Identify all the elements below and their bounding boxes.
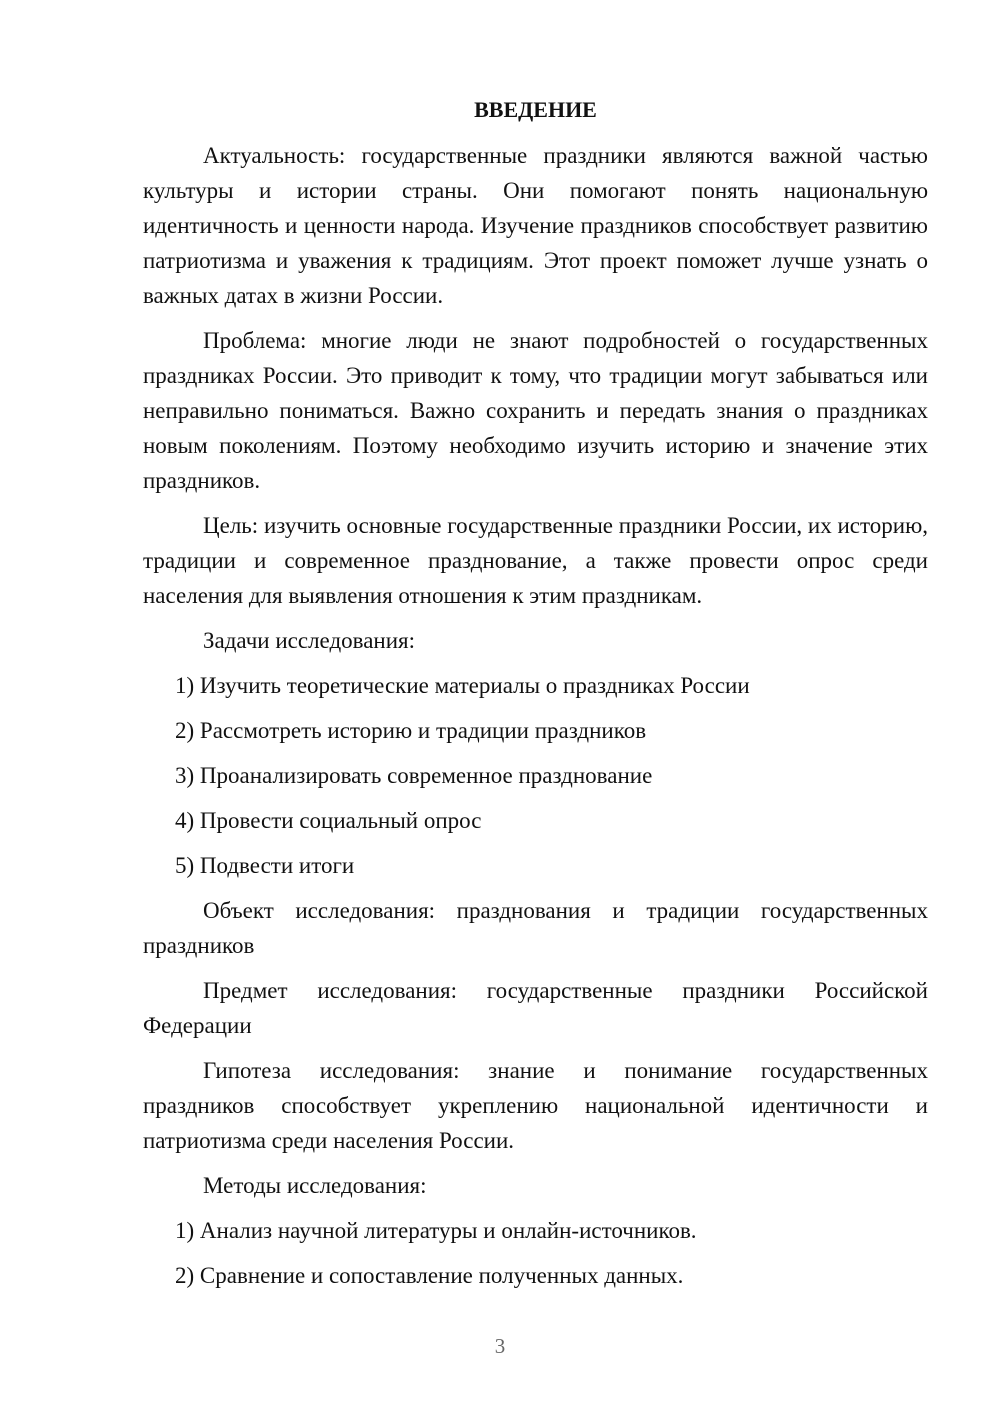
page-number: 3 bbox=[494, 1334, 506, 1358]
list-item: 1) Анализ научной литературы и онлайн-источников. bbox=[175, 1218, 697, 1243]
list-item: 2) Сравнение и сопоставление полученных данных. bbox=[175, 1263, 684, 1288]
methods-heading: Методы исследования: bbox=[203, 1173, 427, 1198]
list-item: 1) Изучить теоретические материалы о праздниках России bbox=[175, 673, 750, 698]
relevance-paragraph: Актуальность: государственные праздники являются важной частью культуры и истории страны. Они помогают понять национальную идентичность и ценности народа. Изучение праздников способствует развитию патриотизма и уважения к традициям. Этот проект поможет лучше узнать о важных датах в жизни России. bbox=[143, 143, 928, 308]
list-item: 3) Проанализировать современное празднование bbox=[175, 763, 653, 788]
methods-list bbox=[143, 1213, 928, 1293]
goal-paragraph: Цель: изучить основные государственные праздники России, их историю, традиции и современное празднование, а также провести опрос среди населения для выявления отношения к этим праздникам. bbox=[143, 513, 928, 608]
tasks-list bbox=[143, 668, 928, 883]
section-title: ВВЕДЕНИЕ bbox=[474, 97, 597, 122]
list-item: 2) Рассмотреть историю и традиции праздников bbox=[175, 718, 647, 743]
list-item: 5) Подвести итоги bbox=[175, 853, 355, 878]
hypothesis-paragraph: Гипотеза исследования: знание и понимание государственных праздников способствует укреплению национальной идентичности и патриотизма среди населения России. bbox=[143, 1058, 928, 1153]
tasks-heading: Задачи исследования: bbox=[203, 628, 416, 653]
problem-paragraph: Проблема: многие люди не знают подробностей о государственных праздниках России. Это приводит к тому, что традиции могут забываться или неправильно пониматься. Важно сохранить и передать знания о праздниках новым поколениям. Поэтому необходимо изучить историю и значение этих праздников. bbox=[143, 328, 928, 493]
object-paragraph: Объект исследования: празднования и традиции государственных праздников bbox=[143, 898, 928, 958]
list-item: 4) Провести социальный опрос bbox=[175, 808, 482, 833]
document-page bbox=[143, 96, 928, 1303]
subject-paragraph: Предмет исследования: государственные праздники Российской Федерации bbox=[143, 978, 928, 1038]
